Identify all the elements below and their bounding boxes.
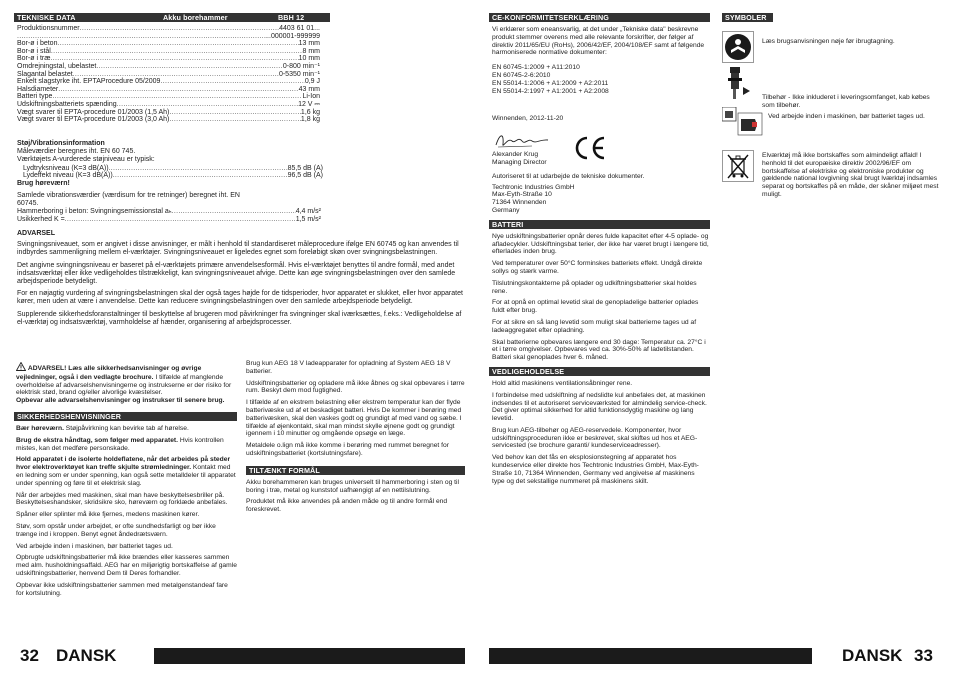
spec-row-label: Produktionsnummer <box>17 25 80 32</box>
spec-row-value: 4403 61 01... <box>279 25 320 32</box>
ce-address-line: Max-Eyth-Straße 10 <box>492 191 552 199</box>
safety-item <box>16 456 237 487</box>
battery-item: For at opnå en optimal levetid skal de genopladelige batterier oplades fuldt efter brug. <box>492 299 699 315</box>
ce-p1: Vi erklærer som eneansvarlig, at det under „Tekniske data" beskrevne produkt stemmer overens med alle relevante forskrifter, der følger af direktiv 2011/65/EU (RoHs), 2006/42/EF, 2004/108/EF samt af følgende harmoniserede normative dokumenter: <box>492 26 705 57</box>
safety-list <box>14 425 237 597</box>
spec-row-value: 0-5350 min⁻¹ <box>278 70 320 78</box>
warning-p4: Supplerende sikkerhedsforanstaltninger til beskyttelse af brugeren mod påvirkninger fra svingninger skal iværksættes, f.eks.: Vedligeholdelse af el-værktøj og indsatsværktøj, varmholdelse af hænder, organisering af arbejdsprocesser. <box>17 310 462 326</box>
maintenance-header-label: VEDLIGEHOLDELSE <box>492 366 565 376</box>
spec-row-label: Bor-ø i stål <box>17 47 51 55</box>
vib-row-value: 1,5 m/s² <box>295 216 321 223</box>
spec-row-label: Omdrejningstal, ubelastet <box>17 62 97 70</box>
spec-row-value: 43 mm <box>298 85 320 93</box>
safety-item-bold: Brug de ekstra håndtag, som følger med apparatet. <box>16 436 179 444</box>
tech-data-header <box>14 13 330 22</box>
ce-norms <box>489 64 709 95</box>
noise-row-leader <box>113 172 288 180</box>
right-page-lang: DANSK <box>842 646 903 665</box>
ce-norm: EN 55014-2:1997 + A1:2001 + A2:2008 <box>492 87 609 95</box>
vib-intro: Samlede vibrationsværdier (værdisum for tre retninger) beregnet iht. EN 60745. <box>17 192 240 208</box>
spec-row-value: Li-Ion <box>302 93 320 101</box>
ce-place-date: Winnenden, 2012-11-20 <box>492 115 564 123</box>
safety-item-text: Opbevar ikke udskiftningsbatterier sammen med metalgenstandeaf fare for kortslutning. <box>16 581 228 597</box>
spec-row-label: Vægt svarer til EPTA-procedure 01/2003 (3,0 Ah) <box>17 116 170 124</box>
mid-p1: Brug kun AEG 18 V ladeapparater for opladning af System AEG 18 V batterier. <box>246 360 451 375</box>
spec-row-label: Udskiftningsbatteriets spænding <box>17 100 117 108</box>
left-column <box>14 362 237 597</box>
symbol-crossed-bin-text: Elværktøj må ikke bortskaffes som almindeligt affald! I henhold til det europæiske direktiv 2002/96/EF om bortskaffelse af elektriske og elektroniske produkter og gældende national lovgivning skal brugt lværktøj indsamles separat og bortskaffes på en måde, der skåner miljøet mest muligt. <box>762 152 939 198</box>
crossed-bin-icon <box>722 150 754 182</box>
spec-row-value: 8 mm <box>302 47 320 55</box>
tech-data-title: TEKNISKE DATA <box>17 13 76 22</box>
noise-row-value: 85,5 dB (A) <box>287 164 323 172</box>
symbols-column <box>722 13 942 198</box>
spec-row <box>17 101 320 109</box>
ce-header <box>489 13 710 22</box>
spec-row-leader <box>51 48 303 56</box>
noise-row-label: Lydtryksniveau (K=3 dB(A)) <box>23 164 109 172</box>
maintenance-header <box>489 367 710 376</box>
noise-rows <box>17 165 323 180</box>
symbol-remove-battery-text: Ved arbejde inden i maskinen, bør batteriet tages ud. <box>768 113 925 120</box>
noise-line2: Værktøjets A-vurderede støjniveau er typisk: <box>17 156 155 164</box>
spec-row-value: 0,9 J <box>304 78 320 86</box>
spec-row <box>17 93 320 101</box>
warning-title: ADVARSEL <box>17 230 55 237</box>
safety-item-text: Ved arbejde inden i maskinen, bør batteriet tages ud. <box>16 542 173 550</box>
left-page-lang: DANSK <box>56 646 117 665</box>
spec-row-label: Halsdiameter <box>17 85 59 93</box>
tech-model: BBH 12 <box>278 13 305 22</box>
spec-row-label: Enkelt slagstyrke iht. EPTAProcedure 05/2009 <box>17 78 161 86</box>
maintenance-item: I forbindelse med udskiftning af nedslidte kul anbefales det, at maskinen indsendes til et autoriseret serviceværksted for almindelig service-check. Det giver optimal sikkerhed for altid funktionsdygtig maskine og lang levetid. <box>492 391 707 423</box>
vib-row <box>17 208 321 216</box>
use-header-label: TILTÆNKT FORMÅL <box>249 465 320 475</box>
spec-row-label: Vægt svarer til EPTA-procedure 01/2003 (1,5 Ah) <box>17 108 170 116</box>
vib-row-label: Usikkerhed K = <box>17 216 65 223</box>
spec-row-leader <box>169 109 301 117</box>
noise-row <box>23 165 323 173</box>
caution-bold: ADVARSEL! Læs alle sikkerhedsanvisninger og øvrige vejledninger, også i den vedlagte brochure. <box>16 365 202 381</box>
spec-row <box>17 63 320 71</box>
safety-item <box>16 492 237 508</box>
noise-row-label: Lydeffekt niveau (K=3 dB(A)) <box>23 172 113 180</box>
ce-header-label: CE-KONFORMITETSERKLÆRING <box>492 13 609 22</box>
ce-address-line: Germany <box>492 206 520 214</box>
symbol-read-manual-text: Læs brugsanvisningen nøje før ibrugtagning. <box>762 38 895 45</box>
battery-item: Ved temperaturer over 50°C forminskes batteriets effekt. Undgå direkte sollys og stærk varme. <box>492 260 703 275</box>
vib-row <box>17 216 321 224</box>
spec-row <box>17 78 320 86</box>
ce-norm: EN 60745-1:2009 + A11:2010 <box>492 64 580 72</box>
safety-item-bold: Bær høreværn. <box>16 424 64 432</box>
spec-row <box>17 48 320 56</box>
maintenance-list <box>489 380 709 486</box>
safety-item <box>16 437 237 453</box>
safety-item <box>16 511 237 519</box>
noise-row-leader <box>109 165 288 173</box>
use-p2: Produktet må ikke anvendes på anden måde og til andre formål end foreskrevet. <box>246 498 448 514</box>
vib-row-label: Hammerboring i beton: Svingningsemissionstal aₕ <box>17 208 172 216</box>
spec-row-leader <box>160 78 304 86</box>
spec-row-leader <box>117 101 298 109</box>
safety-item <box>16 554 237 577</box>
spec-row <box>17 86 320 94</box>
left-page-number: 32 <box>20 646 39 665</box>
battery-item: Tilslutningskontakterne på oplader og udkiftningsbatterier skal holdes rene. <box>492 279 697 295</box>
spec-row <box>17 116 320 124</box>
ce-auth: Autoriseret til at udarbejde de tekniske dokumenter. <box>492 172 645 180</box>
caution-bold2: Opbevar alle advarselshenvisninger og instrukser til senere brug. <box>16 397 225 405</box>
ce-address <box>489 184 709 215</box>
spec-row-value: 10 mm <box>298 55 320 63</box>
vib-rows <box>17 208 321 223</box>
read-manual-icon <box>722 31 754 63</box>
safety-item <box>16 543 237 551</box>
safety-item <box>16 523 237 539</box>
spec-row <box>17 25 320 33</box>
ce-title: Managing Director <box>492 158 547 166</box>
spec-row-value: 0-800 min⁻¹ <box>282 62 320 70</box>
spec-row-value: 1,8 kg <box>300 116 320 124</box>
warning-p2: Det angivne svingningsniveau er baseret på el-værktøjets primære anvendelsesformål. Hvis el-værktøjet benyttes til andre formål, med andet indsatsværktøj eller ikke vedligeholdes tilstrækkeligt, kan svingningsniveauet afvige. Dette kan øge svingningsbelastningen over den samlede arbejdsperiode betydeligt. <box>17 261 456 286</box>
noise-line1: Måleværdier beregnes iht. EN 60 745. <box>17 148 136 156</box>
tech-product-label: Akku borehammer <box>163 13 228 22</box>
spec-row-leader <box>80 25 279 33</box>
noise-row <box>23 172 323 180</box>
symbols-header <box>722 13 773 22</box>
safety-item-bold: Hold apparatet i de isolerte holdeflatene, når det arbeides på steder hvor elektroverktøyet kan treffe skjulte strømledninger. <box>16 456 231 472</box>
spec-row-leader <box>50 55 298 63</box>
use-header <box>246 466 465 475</box>
mid-p2: Udskiftningsbatterier og opladere må ikke åbnes og skal opbevares i tørre rum. Beskyt dem mod fugtighed. <box>246 379 465 395</box>
safety-item-text: Støjpåvirkning kan bevirke tab af hørelse. <box>63 424 189 432</box>
warning-triangle-icon <box>16 362 26 374</box>
ce-column <box>489 13 709 485</box>
spec-row-leader <box>52 93 302 101</box>
ce-address-line: Techtronic Industries GmbH <box>492 183 575 191</box>
vib-row-leader <box>172 208 296 216</box>
noise-row-value: 96,5 dB (A) <box>287 172 323 180</box>
noise-section <box>17 140 327 224</box>
spec-row-leader <box>73 71 279 79</box>
safety-item-text: Kontakt med en ledning som er under spenning, kan også sette metalldeler til apparatet under spenning og føre til et elektrisk slag. <box>16 464 236 487</box>
spec-row <box>17 40 320 48</box>
ce-name: Alexander Krug <box>492 151 539 159</box>
ce-address-line: 71364 Winnenden <box>492 199 547 207</box>
hearing-protection: Brug høreværn! <box>17 179 70 187</box>
safety-item <box>16 425 237 433</box>
caution-rest: I tilfælde af manglende overholdelse af advarselshenvisningerne og instrukserne er der risiko for elektrisk stød, brand og/eller alvorlige kvæstelser. <box>16 373 232 397</box>
spec-row-leader <box>57 40 298 48</box>
battery-item: Nye udskiftningsbatterier opnår deres fulde kapacitet efter 4-5 oplade- og afladecykler. Udskiftningsbat terier, der ikke har været brugt i længere tid, efterlades inden brug. <box>492 232 709 256</box>
battery-list <box>489 233 709 362</box>
caution-paragraph <box>14 362 237 405</box>
warning-p1: Svingningsniveauet, som er angivet i disse anvisninger, er målt i henhold til standardiseret måleprocedure ifølge EN 60745 og kan anvendes til indbyrdes sammenligning mellem el-værktøjer. Svingningsniveauet er ligeledes egnet som foreløbigt skøn over svingningsbelastningen. <box>17 241 459 257</box>
ce-mark <box>573 135 607 166</box>
mid-p4: Metaldele o.lign må ikke komme i berøring med rummet beregnet for udskiftningsbatteriet (kortslutningsfare). <box>246 442 449 457</box>
noise-title: Støj/Vibrationsinformation <box>17 140 105 147</box>
use-p1: Akku borehammeren kan bruges universelt til hammerboring i sten og til boring i træ, metal og kunststof uafhængigt af en nettilslutning. <box>246 478 459 494</box>
safety-item-text: Hvis kontrollen mistes, kan det medføre personskade. <box>16 436 224 452</box>
right-page-number: 33 <box>914 646 933 665</box>
warning-section <box>17 230 464 327</box>
spec-table <box>17 25 320 124</box>
safety-item-text: Spåner eller splinter må ikke fjernes, medens maskinen kører. <box>16 511 200 519</box>
mid-p3: I tilfælde af en ekstrem belastning eller ekstrem temperatur kan der flyde batterivæske ud af et beskadiget batteri. Hvis De kommer i berøring med batterivæsken, skal den vaskes godt og grundigt af med vand og sæbe. I tilfælde af øjenkontakt, skal man mindst skylle øjnene godt og grundigt igennem i 10 minutter og omgående opsøge en læge. <box>246 399 462 438</box>
spec-row-value: 1,6 kg <box>300 108 320 116</box>
battery-header-label: BATTERI <box>492 219 524 229</box>
spec-row-label: Slagantal belastet <box>17 70 73 78</box>
maintenance-item: Ved behov kan det fås en eksplosionstegning af apparatet hos kundeservice eller direkte hos Techtronic Industries GmbH, Max-Eyth-Straße 10, 71364 Winnenden, Germany ved angivelse af maskinens type og det sekstallige nummeret på maskinens skilt. <box>492 454 699 485</box>
spec-row <box>17 71 320 79</box>
maintenance-item: Hold altid maskinens ventilationsåbninger rene. <box>492 379 633 387</box>
symbol-accessory-text: Tilbehør - Ikke inkluderet i leveringsomfanget, kab købes som tilbehør. <box>762 94 930 109</box>
safety-item <box>16 582 237 598</box>
safety-header-label: SIKKERHEDSHENVISNINGER <box>17 411 122 421</box>
vib-row-leader <box>65 216 296 224</box>
battery-item: Skal batterierne opbevares længere end 30 dage: Temperatur ca. 27°C i et i tørre omgivelser. Opbevares ved ca. 30%-50% af ladetilstanden. Batteri skal genoplades hver 6. måned. <box>492 338 706 362</box>
ce-norm: EN 55014-1:2006 + A1:2009 + A2:2011 <box>492 79 609 87</box>
vib-row-value: 4,4 m/s² <box>295 208 321 216</box>
spec-row-leader <box>96 63 282 71</box>
right-page <box>477 0 954 677</box>
remove-battery-icon <box>722 107 764 144</box>
maintenance-item: Brug kun AEG-tilbehør og AEG-reservedele. Komponenter, hvor udskiftningsproceduren ikke er beskrevet, skal skiftes ud hos et AEG-servicested (se brochure garanti/ kundeserviceadresser). <box>492 426 698 450</box>
spec-row-leader <box>169 116 301 124</box>
spec-row-value: 13 mm <box>298 40 320 48</box>
battery-header <box>489 220 710 229</box>
middle-column <box>246 360 465 514</box>
safety-item-text: Opbrugte udskiftningsbatterier må ikke brændes eller kasseres sammen med alm. husholdningsaffald. AEG har en miljørigtig bortskaffelse af gamle udskiftningsbatterier, henvend Dem til Deres forhandler. <box>16 554 237 577</box>
spec-row <box>17 33 320 41</box>
spec-row-label: Bor-ø i beton <box>17 40 58 48</box>
spec-row-leader <box>17 33 265 41</box>
safety-item-text: Støv, som opstår under arbejdet, er ofte sundhedsfarligt og bør ikke trænge ind i kroppen. Benyt egnet åndedrætsværn. <box>16 522 216 538</box>
warning-p3: For en nøjagtig vurdering af svingningsbelastningen skal der også tages højde for de tidsperioder, hvor apparatet er slukket, eller hvor apparatet kører, men uden at være i anvendelse. Dette kan reducere svingningsbelastningen over den samlede arbejdsperiode betydeligt. <box>17 290 463 306</box>
spec-row-label: Bor-ø i træ <box>17 55 51 63</box>
safety-header <box>14 412 237 421</box>
accessory-icon <box>722 65 752 95</box>
spec-row <box>17 109 320 117</box>
safety-item-text: Når der arbejdes med maskinen, skal man have beskyttelsesbriller på. Beskyttelseshandsker, skridsikre sko, høreværn og forklæde anbefales. <box>16 491 228 507</box>
symbols-header-label: SYMBOLER <box>725 13 767 22</box>
spec-row <box>17 55 320 63</box>
battery-item: For at sikre en så lang levetid som muligt skal batterierne tages ud af ladeaggregatet efter opladning. <box>492 318 697 334</box>
spec-row-value: ...000001-999999 <box>265 32 320 40</box>
spec-row-label: Batteri type <box>17 93 53 101</box>
spec-row-leader <box>58 86 298 94</box>
ce-norm: EN 60745-2-6:2010 <box>492 71 551 79</box>
spec-row-value: 12 V ⎓ <box>298 100 320 108</box>
